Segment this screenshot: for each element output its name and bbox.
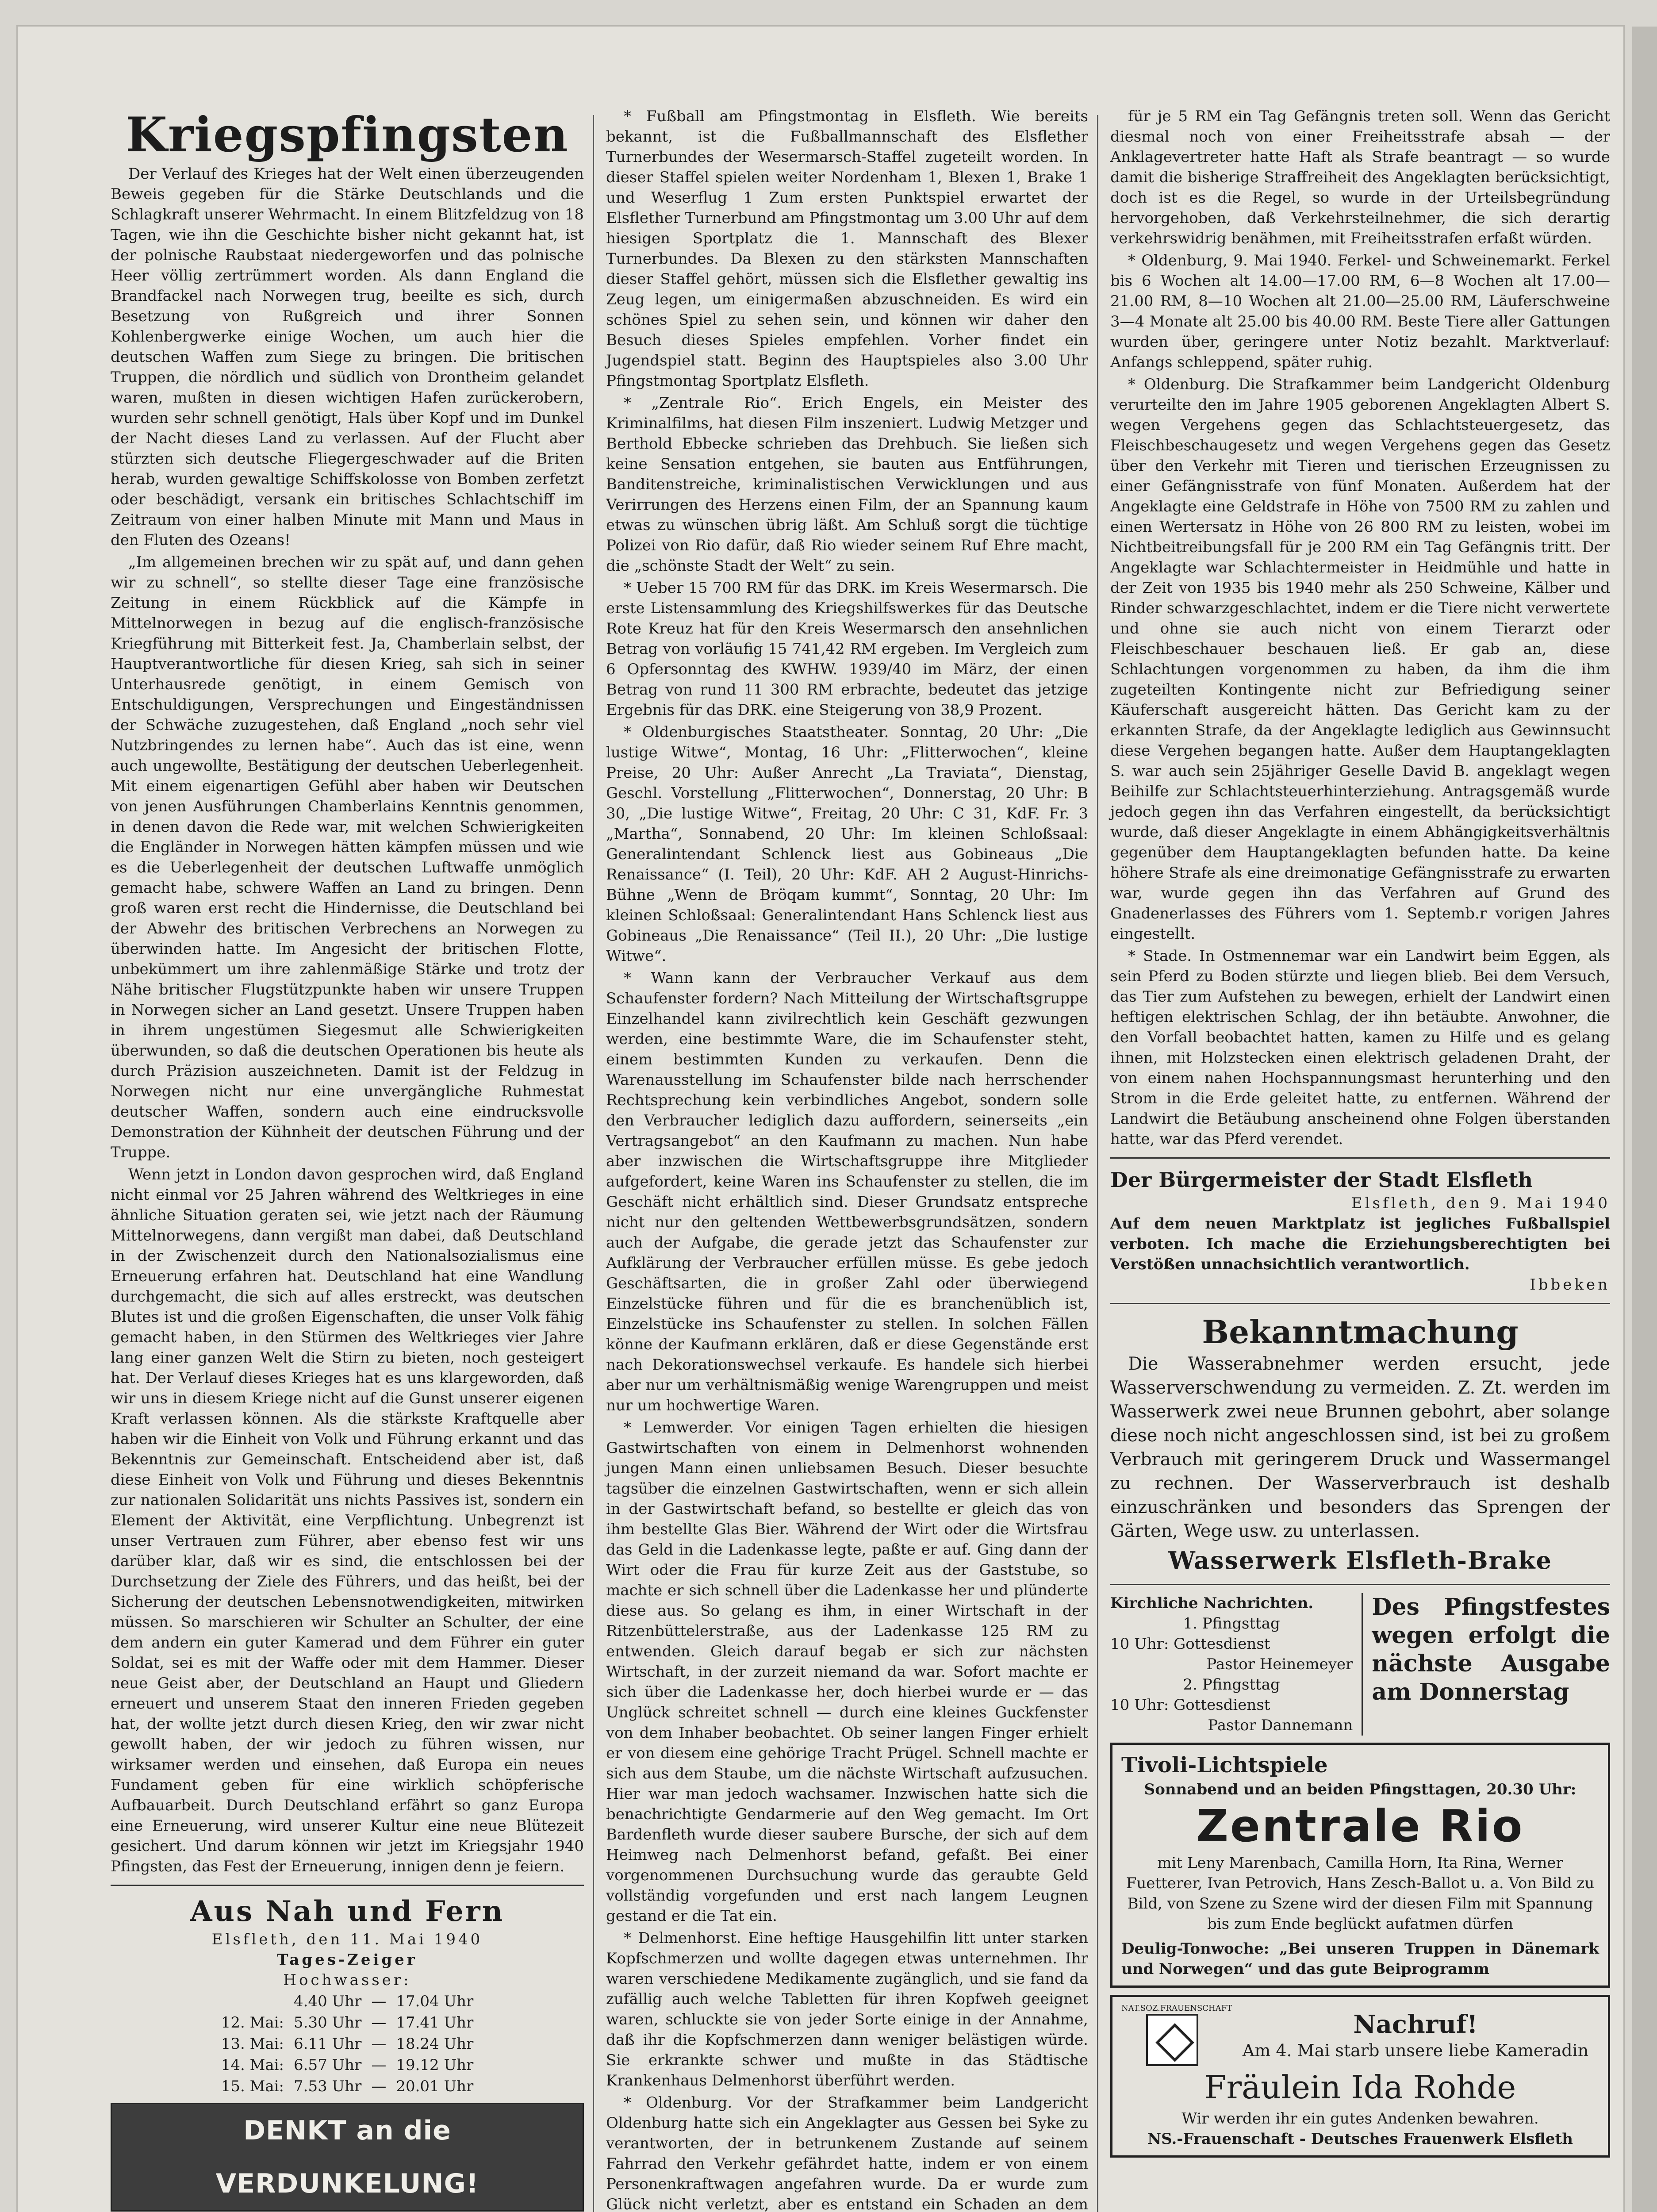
cinema-ad	[1110, 1743, 1610, 1988]
church-line: Pastor Heinemeyer	[1206, 1655, 1353, 1673]
obituary-intro	[1232, 2008, 1599, 2061]
tide-row: 12. Mai: 5.30 Uhr — 17.41 Uhr	[221, 2014, 474, 2032]
church-line: 10 Uhr: Gottesdienst	[1110, 1696, 1270, 1714]
obituary	[1110, 1995, 1610, 2158]
column-2	[606, 106, 1088, 2212]
mayor-notice	[1110, 1167, 1610, 1295]
church-line: 1. Pfingsttag	[1183, 1615, 1280, 1632]
mayor-heading: Der Bürgermeister der Stadt Elsfleth	[1110, 1168, 1533, 1192]
divider	[1110, 1303, 1610, 1304]
tide-title: Tages-Zeiger	[277, 1951, 418, 1969]
cinema-schedule: Sonnabend und an beiden Pfingsttagen, 20.30 Uhr:	[1144, 1781, 1576, 1798]
column-divider	[1097, 115, 1098, 2212]
emblem-block	[1121, 2003, 1232, 2066]
article-paragraph: Wenn jetzt in London davon gesprochen wird, daß England nicht einmal vor 25 Jahren während des Weltkrieges in eine ähnliche Situation geraten sei, wie jetzt nach der Räumung Mittelnorwegens, dann vergißt man dabei, daß Deutschland in der Zwischenzeit durch den Nationalsozialismus eine Erneuerung erfahren hat. Deutschland hat eine Wandlung durchgemacht, die sich auf alles erstreckt, was deutschen Blutes ist und die großen Eigenschaften, die unser Volk fähig gemacht haben, in den Stürmen des Weltkrieges vier Jahre lang einer ganzen Welt die Stirn zu bieten, noch gesteigert hat. Der Verlauf dieses Krieges hat es uns klargeworden, daß wir uns in diesem Kriege nicht auf die Gunst unserer eigenen Kraft verlassen können. Als die stärkste Kraftquelle aber haben wir die Einheit von Volk und Führung erkannt und das Bekenntnis zur Gemeinschaft. Entscheidend aber ist, daß diese Einheit von Volk und Führung und dieses Bekenntnis zur nationalen Solidarität uns nichts Passives ist, sondern ein Element der Aktivität, eine Verpflichtung. Unbegrenzt ist unser Vertrauen zum Führer, aber ebenso fest wir uns darüber klar, daß wir es sind, die entschlossen bei der Durchsetzung der Ziele des Führers, und das heißt, bei der Sicherung der deutschen Lebensnotwendigkeiten, mitwirken müssen. So marschieren wir Schulter an Schulter, der eine dem andern ein guter Kamerad und dem Führer ein guter Soldat, sei es mit der Waffe oder mit dem Hammer. Dieser neue Geist aber, der Deutschland an Haupt und Gliedern erneuert und unserem Staat den inneren Frieden gegeben hat, der wollte jetzt durch diesen Krieg, den wir zwar nicht gewollt haben, der wir jedoch zu führen wissen, nur wirksamer werden und einsehen, daß Europa ein neues Fundament geben für eine wirklich schöpferische Aufbauarbeit. Durch Deutschland erfährt so ganz Europa eine Erneuerung, wird unserer Kultur eine neue Blütezeit gesichert. Und darum können wir jetzt im Kriegsjahr 1940 Pfingsten, das Fest der Erneuerung, innigen denn je feiern.	[111, 1166, 584, 1875]
news-item: * Ueber 15 700 RM für das DRK. im Kreis Wesermarsch. Die erste Listensammlung des Kriegshilfswerkes für das Deutsche Rote Kreuz hat für den Kreis Wesermarsch den ansehnlichen Betrag von vorläufig 15 741,42 RM ergeben. Im Vergleich zum 6 Opfersonntag des KWHW. 1939/40 im März, der einen Betrag von rund 11 300 RM erbrachte, bedeutet das jetzige Ergebnis für das DRK. eine Steigerung von 38,9 Prozent.	[606, 579, 1088, 719]
divider	[111, 1885, 584, 1886]
film-cast: mit Leny Marenbach, Camilla Horn, Ita Rina, Werner Fuetterer, Ivan Petrovich, Hans Zesch-Ballot u. a. Von Bild zu Bild, von Szene zu Szene wird der diesen Film mit Spannung bis zum Ende beglückt aufatmen dürfen	[1126, 1854, 1595, 1933]
news-item: * Lemwerder. Vor einigen Tagen erhielten die hiesigen Gastwirtschaften von einem in Delmenhorst wohnenden jungen Mann einen unliebsamen Besuch. Dieser besuchte tagsüber die einzelnen Gastwirtschaften, wenn er sich allein in der Gastwirtschaft befand, so bestellte er gleich das von ihm bestellte Glas Bier. Während der Wirt oder die Wirtsfrau das Geld in die Ladenkasse legte, paßte er auf. Ging dann der Wirt oder die Frau für kurze Zeit aus der Gaststube, so machte er sich schnell über die Ladenkasse her und plünderte diese aus. So gelang es ihm, in einer Wirtschaft in der Ritzenbüttelerstraße, aus der Ladenkasse 125 RM zu entwenden. Gleich darauf begab er sich zur nächsten Wirtschaft, in der zurzeit niemand da war. Sofort machte er sich über die Ladenkasse her, doch hierbei wurde er — das Unglück schreitet schnell — durch eine kleines Guckfenster von dem Inhaber beobachtet. Ob seiner langen Finger erhielt er von diesem eine gehörige Tracht Prügel. Schnell machte er sich aus dem Staube, um die nächste Wirtschaft aufzusuchen. Hier war man jedoch wachsamer. Inzwischen hatte sich die benachrichtigte Gendarmerie auf den Weg gemacht. Im Ort Bardenfleth wurde dieser saubere Bursche, der sich auf dem Heimweg nach Delmenhorst befand, gefaßt. Bei einer vorgenommenen Durchsuchung wurde das geraubte Geld vollständig vorgefunden und erst nach langem Leugnen gestand er die Tat ein.	[606, 1419, 1088, 1925]
newspaper-page	[18, 27, 1623, 2212]
announcement-title: Bekanntmachung	[1202, 1313, 1519, 1351]
church-line: Pastor Dannemann	[1208, 1717, 1353, 1734]
column-3	[1110, 106, 1610, 2165]
adjacent-page-edge	[1632, 27, 1657, 2212]
announcement	[1110, 1312, 1610, 1576]
tide-row: 4.40 Uhr — 17.04 Uhr	[294, 1993, 474, 2010]
dateline: Elsfleth, den 11. Mai 1940	[211, 1931, 483, 1948]
church-line: 10 Uhr: Gottesdienst	[1110, 1635, 1270, 1653]
mayor-date: Elsfleth, den 9. Mai 1940	[1351, 1194, 1610, 1212]
news-item: * Delmenhorst. Eine heftige Hausgehilfin litt unter starken Kopfschmerzen und wollte dagegen etwas unternehmen. Ihr waren verschiedene Medikamente zugänglich, und sie fand da zufällig auch welche Tabletten für ihren Kopfweh geeignet waren, schluckte sie von jeder Sorte einige in der Annahme, daß ihr die Kopfschmerzen dann weniger belästigen würde. Sie erkrankte schwer und mußte in das Städtische Krankenhaus Delmenhorst überführt werden.	[606, 1929, 1088, 2089]
tide-row: 15. Mai: 7.53 Uhr — 20.01 Uhr	[221, 2078, 474, 2095]
article-paragraph: „Im allgemeinen brechen wir zu spät auf, und dann gehen wir zu schnell“, so stellte dieser Tage eine französische Zeitung in einem Rückblick auf die Kämpfe in Mittelnorwegen in bezug auf die englisch-französische Kriegführung mit Bitterkeit fest. Ja, Chamberlain selbst, der Hauptverantwortliche für diesen Krieg, sah sich in seiner Unterhausrede genötigt, in einem Gemisch von Entschuldigungen, Versprechungen und Eingeständnissen der Schwäche zuzugestehen, daß England „noch sehr viel Nutzbringendes zu lernen habe“. Auch das ist eine, wenn auch ungewollte, Bestätigung der deutschen Ueberlegenheit. Mit einem eigenartigen Gefühl aber haben wir Deutschen von jenen Ausführungen Chamberlains Kenntnis genommen, in denen davon die Rede war, mit welchen Schwierigkeiten die Engländer in Norwegen hätten kämpfen müssen und wie es die Ueberlegenheit der deutschen Luftwaffe unmöglich gemacht habe, schwere Waffen an Land zu bringen. Denn groß waren erst recht die Hindernisse, die Deutschland bei der Abwehr des britischen Verbrechens an Norwegen zu überwinden hatte. Im Angesicht der britischen Flotte, unbekümmert um ihre zahlenmäßige Stärke und trotz der Nähe britischer Flugstützpunkte haben wir unsere Truppen in Norwegen sicher an Land gesetzt. Unsere Truppen haben in ihrem ungestümen Siegesmut alle Schwierigkeiten überwunden, so daß die deutschen Operationen bis heute als durch Präzision auszeichneten. Damit ist der Feldzug in Norwegen nicht nur eine unvergängliche Ruhmestat deutscher Waffen, sondern auch eine eindrucksvolle Demonstration der Kühnheit der deutschen Führung und der Truppe.	[111, 553, 584, 1161]
news-item: * Fußball am Pfingstmontag in Elsfleth. Wie bereits bekannt, ist die Fußballmannschaft des Elsflether Turnerbundes der Wesermarsch-Staffel zugeteilt worden. In dieser Staffel spielen weiter Nordenham 1, Blexen 1, Brake 1 und Weserflug 1 Zum ersten Punktspiel erwartet der Elsflether Turnerbund am Pfingstmontag um 3.00 Uhr auf dem hiesigen Sportplatz die 1. Mannschaft des Blexer Turnerbundes. Da Blexen zu den stärksten Mannschaften dieser Staffel gehört, müssen sich die Elsflether gewaltig ins Zeug legen, um einigermaßen abzuschneiden. Es wird ein schönes Spiel zu sehen sein, und können wir daher den Besuch dieses Spieles empfehlen. Vorher findet ein Jugendspiel statt. Beginn des Hauptspieles also 3.00 Uhr Pfingstmontag Sportplatz Elsfleth.	[606, 108, 1088, 390]
obituary-name: Fräulein Ida Rohde	[1204, 2069, 1516, 2106]
tide-subtitle: Hochwasser:	[283, 1971, 411, 1989]
news-item: * Wann kann der Verbraucher Verkauf aus dem Schaufenster fordern? Nach Mitteilung der Wirtschaftsgruppe Einzelhandel kann zivilrechtlich kein Geschäft gezwungen werden, eine bestimmte Ware, die im Schaufenster steht, einem bestimmten Kunden zu verkaufen. Denn die Warenausstellung im Schaufenster bilde nach herrschender Rechtsprechung kein verbindliches Angebot, sondern solle den Verbraucher lediglich dazu auffordern, seinerseits „ein Vertragsangebot“ an den Kaufmann zu machen. Nun habe aber inzwischen die Wirtschaftsgruppe ihre Mitglieder aufgefordert, keine Waren ins Schaufenster zu stellen, die im Geschäft nicht erhältlich sind. Dieser Grundsatz entspreche nicht nur den geltenden Wettbewerbsgrundsätzen, sondern auch der Aufgabe, die gerade jetzt das Schaufenster zur Aufklärung der Verbraucher erfüllen müsse. Es gebe jedoch Geschäftsarten, die in großer Zahl oder überwiegend Einzelstücke führen und für die es branchenüblich ist, Einzelstücke ins Schaufenster zu stellen. In solchen Fällen könne der Kaufmann erklären, daß er diese Gegenstände erst nach Dekorationswechsel verkaufe. Es handele sich hierbei aber nur um verhältnismäßig wenige Warengruppen und meist nur um hochwertige Waren.	[606, 969, 1088, 1414]
blackout-banner: DENKT an die VERDUNKELUNG!	[111, 2103, 584, 2212]
church-title: Kirchliche Nachrichten.	[1110, 1594, 1314, 1612]
column-divider	[593, 115, 594, 2212]
obituary-signature: NS.-Frauenschaft - Deutsches Frauenwerk Elsfleth	[1147, 2130, 1573, 2148]
article-title: Kriegspfingsten	[126, 107, 569, 163]
frauenschaft-emblem-icon	[1146, 2014, 1198, 2066]
cinema-name: Tivoli-Lichtspiele	[1121, 1753, 1328, 1778]
announcement-signature: Wasserwerk Elsfleth-Brake	[1168, 1546, 1552, 1575]
emblem-label: NAT.SOZ.FRAUENSCHAFT	[1121, 2004, 1232, 2013]
mayor-signature: Ibbeken	[1530, 1276, 1610, 1294]
tide-row: 13. Mai: 6.11 Uhr — 18.24 Uhr	[221, 2035, 474, 2053]
church-line: 2. Pfingsttag	[1183, 1676, 1280, 1694]
news-item: * „Zentrale Rio“. Erich Engels, ein Meister des Kriminalfilms, hat diesen Film inszeniert. Ludwig Metzger und Berthold Ebbecke schrieben das Drehbuch. Sie ließen sich keine Sensation entgehen, sie bauten aus Entführungen, Banditenstreiche, kriminalistischen Verwicklungen und aus Verirrungen des Herzens einen Film, der an Spannung kaum etwas zu wünschen übrig läßt. Am Schluß sorgt die tüchtige Polizei von Rio dafür, daß Rio wieder seinem Ruf Ehre macht, die „schönste Stadt der Welt“ zu sein.	[606, 394, 1088, 575]
pentecost-text: Des Pfingstfestes wegen erfolgt die nächste Ausgabe am Donnerstag	[1372, 1594, 1610, 1705]
news-item: für je 5 RM ein Tag Gefängnis treten soll. Wenn das Gericht diesmal noch von einer Freiheitsstrafe absah — der Anklagevertreter hatte Haft als Strafe beantragt — so wurde damit die bisherige Straffreiheit des Angeklagten berücksichtigt, doch ist es die Regel, so wurde in der Urteilsbegründung hervorgehoben, daß Verkehrsteilnehmer, die sich derartig verkehrswidrig benähmen, mit Freiheitsstrafen erfaßt würden.	[1110, 108, 1610, 247]
mayor-text: Auf dem neuen Marktplatz ist jegliches Fußballspiel verboten. Ich mache die Erziehungsberechtigten bei Verstößen unnachsichtlich verantwortlich.	[1110, 1215, 1610, 1273]
obituary-text: Am 4. Mai starb unsere liebe Kameradin	[1242, 2041, 1589, 2060]
church-news	[1110, 1593, 1353, 1736]
news-item: * Oldenburg. Vor der Strafkammer beim Landgericht Oldenburg hatte sich ein Angeklagter aus Gessen bei Syke zu verantworten, der in betrunkenem Zustande auf seinem Fahrrad den Verkehr gefährdet hatte, indem er von einem Personenkraftwagen angefahren wurde. Da er wurde zum Glück nicht verletzt, aber es entstand ein Schaden an dem	[606, 2094, 1088, 2212]
article-paragraph: Der Verlauf des Krieges hat der Welt einen überzeugenden Beweis gegeben für die Stärke Deutschlands und die Schlagkraft unserer Wehrmacht. In einem Blitzfeldzug von 18 Tagen, wie ihn die Geschichte bisher nicht gekannt hat, ist der polnische Raubstaat niedergeworfen und das polnische Heer völlig zertrümmert worden. Als dann England die Brandfackel nach Norwegen trug, beeilte es sich, durch Besetzung von Rußgreich und ihrer Sonnen Kohlenbergwerke einige Wochen, um auch hier die deutschen Waffen zum Siege zu bringen. Die britischen Truppen, die nördlich und südlich von Drontheim gelandet waren, mußten in diesen wichtigen Hafen zurückerobern, wurden sehr schnell genötigt, Hals über Kopf und im Dunkel der Nacht dieses Land zu verlassen. Auf der Flucht aber stürzten sich deutsche Fliegergeschwader auf die Briten herab, wurden gewaltige Schiffskolosse von Bomben zerfetzt oder beschädigt, versank ein britisches Schlachtschiff im Zeitraum von einer halben Minute mit Mann und Maus in den Fluten des Ozeans!	[111, 165, 584, 549]
church-and-notice-row	[1110, 1593, 1610, 1736]
tide-table	[216, 1990, 479, 2097]
column-1	[111, 106, 584, 2212]
announcement-text: Die Wasserabnehmer werden ersucht, jede Wasserverschwendung zu vermeiden. Z. Zt. werden im Wasserwerk zwei neue Brunnen gebohrt, aber solange diese noch nicht angeschlossen sind, ist bei zu großem Verbrauch mit geringerem Druck und Wassermangel zu rechnen. Der Wasserverbrauch ist deshalb einzuschränken und besonders das Sprengen der Gärten, Wege usw. zu unterlassen.	[1110, 1354, 1610, 1541]
obituary-header	[1121, 2003, 1599, 2066]
section-heading: Aus Nah und Fern	[190, 1895, 505, 1928]
newsreel: Deulig-Tonwoche: „Bei unseren Truppen in Dänemark und Norwegen“ und das gute Beiprogramm	[1121, 1940, 1599, 1978]
news-item: * Oldenburgisches Staatstheater. Sonntag, 20 Uhr: „Die lustige Witwe“, Montag, 16 Uhr: „Flitterwochen“, kleine Preise, 20 Uhr: Außer Anrecht „La Traviata“, Dienstag, Geschl. Vorstellung „Flitterwochen“, Donnerstag, 20 Uhr: B 30, „Die lustige Witwe“, Freitag, 20 Uhr: C 31, KdF. Fr. 3 „Martha“, Sonnabend, 20 Uhr: Im kleinen Schloßsaal: Generalintendant Schlenck liest aus Gobineaus „Die Renaissance“ (I. Teil), 20 Uhr: KdF. AH 2 August-Hinrichs-Bühne „Wenn de Bröqam kummt“, Sonntag, 20 Uhr: Im kleinen Schloßsaal: Generalintendant Hans Schlenck liest aus Gobineaus „Die Renaissance“ (Teil II.), 20 Uhr: „Die lustige Witwe“.	[606, 723, 1088, 965]
divider	[1110, 1157, 1610, 1159]
news-item: * Oldenburg, 9. Mai 1940. Ferkel- und Schweinemarkt. Ferkel bis 6 Wochen alt 14.00—17.00 RM, 6—8 Wochen alt 17.00—21.00 RM, 8—10 Wochen alt 21.00—25.00 RM, Läuferschweine 3—4 Monate alt 25.00 bis 40.00 RM. Beste Tiere aller Gattungen wurden über, geringere unter Notiz bezahlt. Marktverlauf: Anfangs schleppend, später ruhig.	[1110, 252, 1610, 371]
tide-row: 14. Mai: 6.57 Uhr — 19.12 Uhr	[221, 2056, 474, 2074]
obituary-memo: Wir werden ihr ein gutes Andenken bewahren.	[1181, 2110, 1539, 2128]
divider	[1110, 1584, 1610, 1585]
obituary-title: Nachruf!	[1353, 2010, 1478, 2039]
film-title: Zentrale Rio	[1196, 1800, 1524, 1852]
news-item: * Stade. In Ostmennemar war ein Landwirt beim Eggen, als sein Pferd zu Boden stürzte und liegen blieb. Bei dem Versuch, das Tier zum Aufstehen zu bewegen, erhielt der Landwirt einen heftigen elektrischen Schlag, der ihn betäubte. Anwohner, die den Vorfall beobachtet hatten, kamen zu Hilfe und es gelang ihnen, mit Holzstecken einen elektrisch geladenen Draht, der von einem nahen Hochspannungsmast herunterhing und den Strom in die Erde geleitet hatte, zu entfernen. Während der Landwirt die Betäubung anscheinend ohne Folgen überstanden hatte, war das Pferd verendet.	[1110, 947, 1610, 1148]
pentecost-notice	[1362, 1593, 1610, 1736]
news-item: * Oldenburg. Die Strafkammer beim Landgericht Oldenburg verurteilte den im Jahre 1905 geborenen Angeklagten Albert S. wegen Vergehens gegen das Schlachtsteuergesetz, das Fleischbeschaugesetz und wegen Vergehens gegen das Gesetz über den Verkehr mit Tieren und tierischen Erzeugnissen zu einer Gefängnisstrafe von fünf Monaten. Außerdem hat der Angeklagte eine Geldstrafe in Höhe von 7500 RM zu zahlen und einen Wertersatz in Höhe von 26 800 RM zu leisten, wobei im Nichtbeitreibungsfall für je 200 RM ein Tag Gefängnis tritt. Der Angeklagte war Schlachtermeister in Heidmühle und hatte in der Zeit von 1935 bis 1940 mehr als 250 Schweine, Kälber und Rinder schwarzgeschlachtet, indem er die Tiere nicht verwertete und ohne sie auch nicht von einem Tierarzt oder Fleischbeschauer beschauen ließ. Er gab an, diese Schlachtungen vorgenommen zu haben, da ihm die ihm zugeteilten Kontingente nicht zur Befriedigung seiner Käuferschaft ausgereicht hätten. Das Gericht kam zu der erkannten Strafe, da der Angeklagte lediglich aus Gewinnsucht diese Vergehen begangen hatte. Außer dem Hauptangeklagten S. war auch sein 25jähriger Geselle David B. angeklagt wegen Beihilfe zur Schlachtsteuerhinterziehung. Antragsgemäß wurde jedoch gegen ihn das Verfahren eingestellt, da berücksichtigt wurde, daß dieser Angeklagte in einem Abhängigkeitsverhältnis gegenüber dem Hauptangeklagten befunden hatte. Da keine höhere Strafe als eine dreimonatige Gefängnisstrafe zu erwarten war, wurde gegen ihn das Verfahren auf Grund des Gnadenerlasses des Führers vom 1. Septemb.r vorigen Jahres eingestellt.	[1110, 376, 1610, 943]
